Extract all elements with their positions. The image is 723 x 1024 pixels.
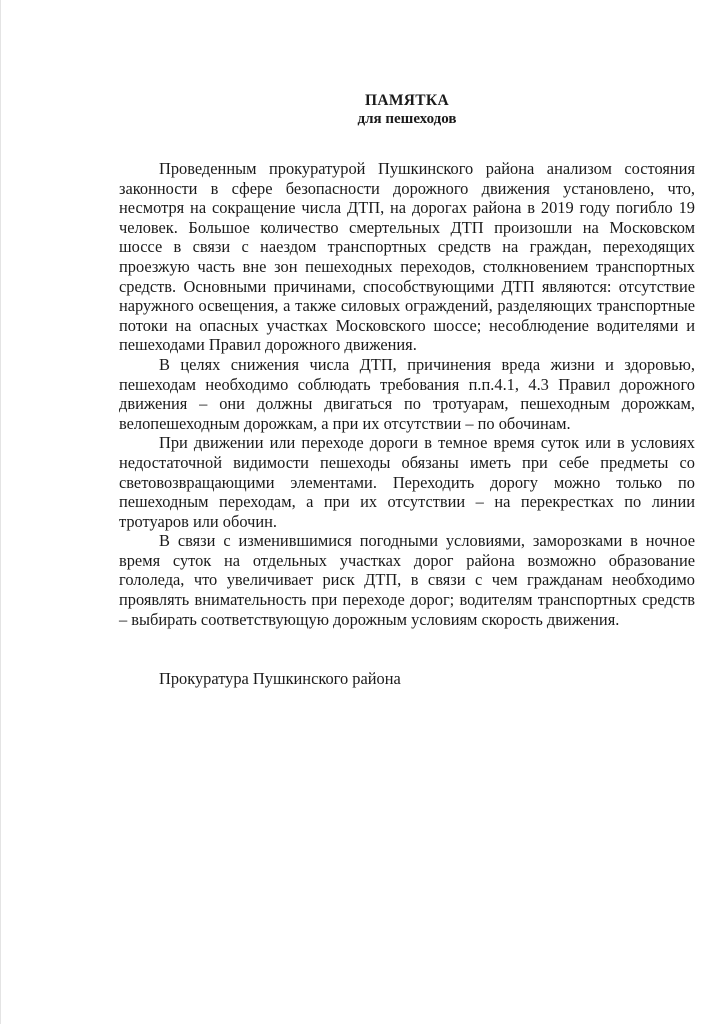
document-body — [119, 92, 695, 689]
paragraph-analysis: Проведенным прокуратурой Пушкинского района анализом состояния законности в сфере безопасности дорожного движения установлено, что, несмотря на сокращение числа ДТП, на дорогах района в 2019 году погибло 19 человек. Большое количество смертельных ДТП произошли на Московском шоссе в связи с наездом транспортных средств на граждан, переходящих проезжую часть вне зон пешеходных переходов, столкновением транспортных средств. Основными причинами, способствующими ДТП являются: отсутствие наружного освещения, а также силовых ограждений, разделяющих транспортные потоки на опасных участках Московского шоссе; несоблюдение водителями и пешеходами Правил дорожного движения. — [119, 159, 695, 355]
signature: Прокуратура Пушкинского района — [159, 669, 401, 689]
document-subtitle: для пешеходов — [357, 111, 457, 127]
paragraph-night-visibility: При движении или переходе дороги в темное время суток или в условиях недостаточной видимости пешеходы обязаны иметь при себе предметы со световозвращающими элементами. Переходить дорогу можно только по пешеходным переходам, а при их отсутствии – на перекрестках по линии тротуаров или обочин. — [119, 433, 695, 531]
paragraph-weather: В связи с изменившимися погодными условиями, заморозками в ночное время суток на отдельных участках дорог района возможно образование гололеда, что увеличивает риск ДТП, в связи с чем гражданам необходимо проявлять внимательность при переходе дорог; водителям транспортных средств – выбирать соответствующую дорожным условиям скорость движения. — [119, 531, 695, 629]
paragraph-requirements: В целях снижения числа ДТП, причинения вреда жизни и здоровью, пешеходам необходимо соблюдать требования п.п.4.1, 4.3 Правил дорожного движения – они должны двигаться по тротуарам, пешеходным дорожкам, велопешеходным дорожкам, а при их отсутствии – по обочинам. — [119, 354, 695, 433]
document-title: ПАМЯТКА — [365, 92, 449, 109]
